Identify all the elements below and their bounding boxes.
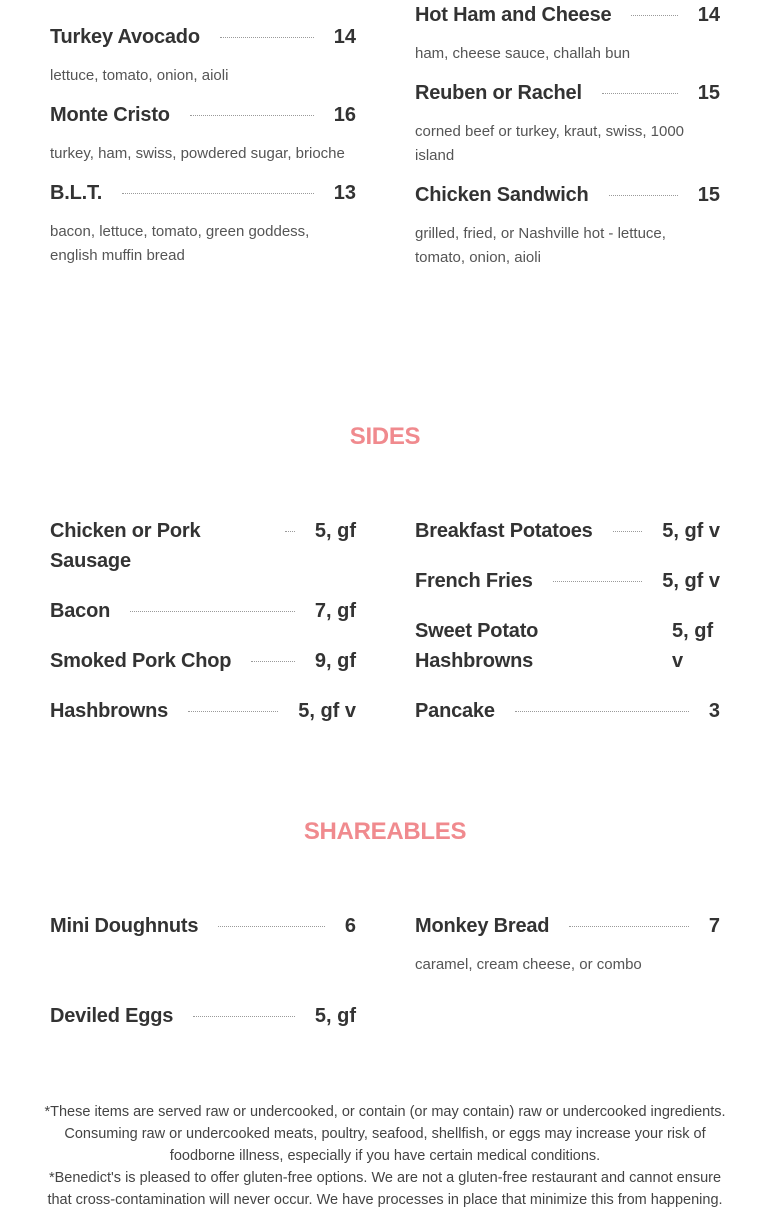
- menu-item: [415, 696, 720, 726]
- menu-item: [50, 696, 356, 726]
- item-description: lettuce, tomato, onion, aioli: [50, 67, 229, 84]
- item-description: bacon, lettuce, tomato, green goddess, english muffin bread: [50, 223, 310, 264]
- item-name: Monte Cristo: [50, 104, 170, 126]
- raw-food-disclaimer: *These items are served raw or undercooked, or contain (or may contain) raw or undercooked ingredients. Consuming raw or undercooked meats, poultry, seafood, shellfish, or eggs may increase your risk of foodborne illness, especially if you have certain medical conditions.: [44, 1104, 726, 1164]
- menu-item: [50, 178, 356, 268]
- item-name: Hot Ham and Cheese: [415, 4, 612, 26]
- item-price: 5, gf v: [298, 700, 356, 722]
- item-price: 5, gf v: [672, 620, 714, 672]
- item-price: 14: [333, 26, 356, 48]
- item-price: 6: [344, 915, 356, 937]
- menu-item: [50, 596, 356, 626]
- dotted-leader: [613, 531, 643, 532]
- dotted-leader: [122, 193, 314, 194]
- sides-left-column: [50, 516, 356, 726]
- item-price: 15: [697, 82, 720, 104]
- dotted-leader: [190, 115, 314, 116]
- item-name: Deviled Eggs: [50, 1005, 174, 1027]
- menu-item: [415, 0, 720, 66]
- menu-item: [50, 516, 356, 576]
- dotted-leader: [553, 581, 643, 582]
- menu-item: [415, 516, 720, 546]
- item-name: Monkey Bread: [415, 915, 550, 937]
- section-title-shareables: SHAREABLES: [303, 818, 467, 845]
- dotted-leader: [188, 711, 278, 712]
- item-price: 15: [697, 184, 720, 206]
- item-description: caramel, cream cheese, or combo: [415, 956, 642, 973]
- dotted-leader: [218, 926, 325, 927]
- dotted-leader: [631, 15, 677, 16]
- shareables-section: [0, 817, 770, 1031]
- item-name: Pancake: [415, 700, 495, 722]
- menu-item: [415, 180, 720, 270]
- menu-item: [50, 646, 356, 676]
- shareables-right-column: [415, 911, 720, 1031]
- item-price: 5, gf: [314, 1005, 356, 1027]
- item-name: French Fries: [415, 570, 533, 592]
- item-name: Mini Doughnuts: [50, 915, 199, 937]
- menu-item: [415, 616, 720, 676]
- item-description: ham, cheese sauce, challah bun: [415, 45, 631, 62]
- dotted-leader: [285, 531, 295, 532]
- menu-item: [50, 100, 356, 166]
- dotted-leader: [130, 611, 295, 612]
- sandwiches-left-column: [50, 0, 356, 270]
- menu-item: [50, 1001, 356, 1031]
- dotted-leader: [602, 93, 678, 94]
- item-price: 7: [708, 915, 720, 937]
- menu-item: [415, 911, 720, 977]
- menu-item: [415, 566, 720, 596]
- item-price: 5, gf v: [662, 520, 720, 542]
- sides-right-column: [415, 516, 720, 726]
- item-name: Chicken Sandwich: [415, 184, 589, 206]
- item-name: Chicken or Pork Sausage: [50, 520, 201, 572]
- item-name: B.L.T.: [50, 182, 103, 204]
- footnotes: [0, 1101, 770, 1211]
- item-name: Bacon: [50, 600, 111, 622]
- item-price: 14: [697, 4, 720, 26]
- dotted-leader: [609, 195, 678, 196]
- menu-item: [50, 22, 356, 88]
- item-description: turkey, ham, swiss, powdered sugar, brioche: [50, 145, 345, 162]
- menu-item: [415, 78, 720, 168]
- dotted-leader: [569, 926, 689, 927]
- item-price: 3: [708, 700, 720, 722]
- item-price: 16: [333, 104, 356, 126]
- sandwiches-section: [0, 0, 770, 374]
- item-description: corned beef or turkey, kraut, swiss, 1000 island: [415, 123, 685, 164]
- gluten-free-disclaimer: *Benedict's is pleased to offer gluten-free options. We are not a gluten-free restaurant and cannot ensure that cross-contamination will never occur. We have processes in place that minimize this from happening.: [47, 1170, 723, 1208]
- section-title-sides: SIDES: [349, 423, 421, 450]
- dotted-leader: [220, 37, 314, 38]
- item-price: 7, gf: [314, 600, 356, 622]
- item-name: Breakfast Potatoes: [415, 520, 593, 542]
- dotted-leader: [515, 711, 689, 712]
- item-price: 13: [333, 182, 356, 204]
- dotted-leader: [251, 661, 295, 662]
- sides-section: [0, 422, 770, 726]
- sandwiches-right-column: [415, 0, 720, 270]
- item-name: Sweet Potato Hashbrowns: [415, 620, 539, 672]
- item-price: 5, gf: [314, 520, 356, 542]
- item-name: Hashbrowns: [50, 700, 169, 722]
- menu-item: [50, 911, 356, 941]
- item-price: 5, gf v: [662, 570, 720, 592]
- item-name: Turkey Avocado: [50, 26, 200, 48]
- shareables-left-column: [50, 911, 356, 1031]
- item-description: grilled, fried, or Nashville hot - lettuce, tomato, onion, aioli: [415, 225, 666, 266]
- item-price: 9, gf: [314, 650, 356, 672]
- dotted-leader: [193, 1016, 295, 1017]
- item-name: Smoked Pork Chop: [50, 650, 232, 672]
- item-name: Reuben or Rachel: [415, 82, 582, 104]
